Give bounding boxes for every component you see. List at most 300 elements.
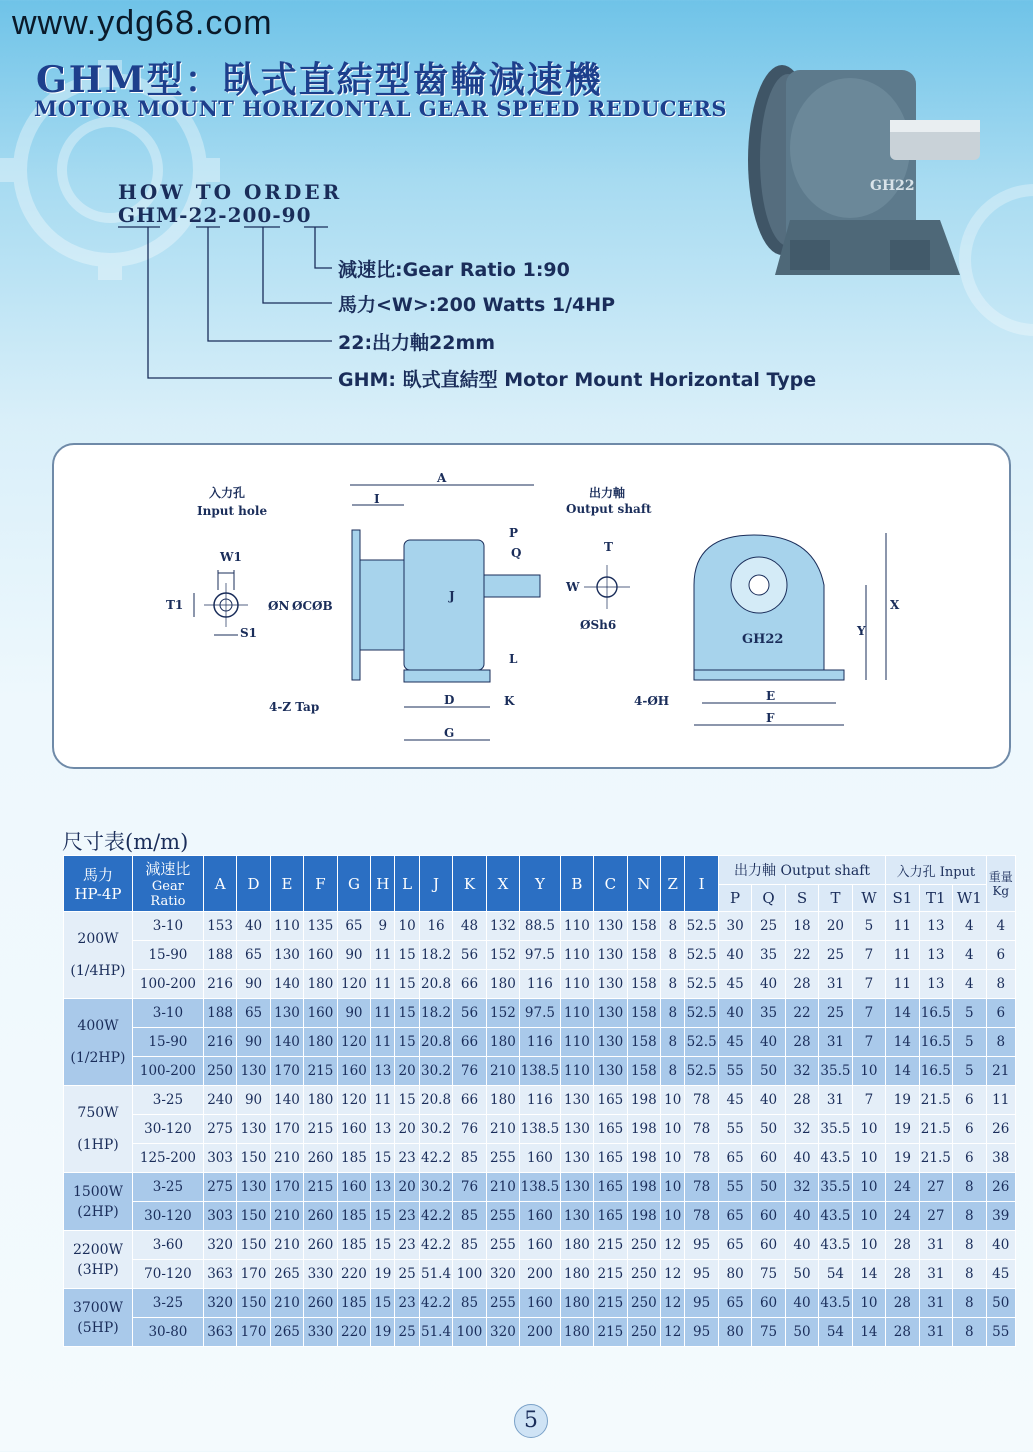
- value-cell: 76: [453, 1173, 486, 1202]
- value-cell: 180: [304, 970, 337, 999]
- table-row: [64, 1144, 1016, 1173]
- table-row: [64, 1028, 1016, 1057]
- value-cell: 95: [685, 1231, 718, 1260]
- value-cell: 52.5: [685, 970, 718, 999]
- value-cell: 55: [718, 1173, 751, 1202]
- value-cell: 78: [685, 1086, 718, 1115]
- head-weight: 重量 Kg: [986, 856, 1015, 912]
- value-cell: 158: [627, 1028, 660, 1057]
- value-cell: 11: [371, 941, 395, 970]
- value-cell: 45: [718, 1086, 751, 1115]
- value-cell: 12: [661, 1318, 685, 1347]
- ratio-cell: 3-10: [132, 999, 203, 1028]
- ratio-cell: 125-200: [132, 1144, 203, 1173]
- value-cell: 170: [237, 1260, 270, 1289]
- value-cell: 8: [953, 1173, 986, 1202]
- value-cell: 130: [594, 970, 627, 999]
- value-cell: 150: [237, 1231, 270, 1260]
- value-cell: 25: [819, 999, 852, 1028]
- ratio-cell: 15-90: [132, 1028, 203, 1057]
- value-cell: 39: [986, 1202, 1015, 1231]
- value-cell: 210: [270, 1289, 303, 1318]
- value-cell: 30.2: [419, 1057, 452, 1086]
- value-cell: 60: [752, 1231, 785, 1260]
- value-cell: 15: [371, 1231, 395, 1260]
- code-sep: -: [272, 203, 282, 227]
- value-cell: 170: [270, 1115, 303, 1144]
- table-row: [64, 1086, 1016, 1115]
- input-hole-en: Input hole: [197, 504, 268, 518]
- value-cell: 5: [953, 1057, 986, 1086]
- value-cell: 165: [594, 1173, 627, 1202]
- ratio-cell: 15-90: [132, 941, 203, 970]
- value-cell: 8: [661, 912, 685, 941]
- value-cell: 7: [852, 970, 885, 999]
- value-cell: 15: [395, 941, 419, 970]
- value-cell: 255: [486, 1231, 519, 1260]
- head-out-col: S: [785, 885, 818, 912]
- value-cell: 165: [594, 1115, 627, 1144]
- value-cell: 363: [203, 1318, 236, 1347]
- value-cell: 31: [819, 970, 852, 999]
- value-cell: 165: [594, 1202, 627, 1231]
- ratio-cell: 70-120: [132, 1260, 203, 1289]
- value-cell: 135: [304, 912, 337, 941]
- code-sep: -: [218, 203, 228, 227]
- value-cell: 78: [685, 1144, 718, 1173]
- value-cell: 23: [395, 1144, 419, 1173]
- value-cell: 11: [986, 1086, 1015, 1115]
- value-cell: 215: [594, 1318, 627, 1347]
- value-cell: 60: [752, 1202, 785, 1231]
- value-cell: 54: [819, 1260, 852, 1289]
- value-cell: 90: [337, 941, 370, 970]
- head-output-group: 出力軸 Output shaft: [718, 856, 885, 885]
- value-cell: 140: [270, 970, 303, 999]
- value-cell: 240: [203, 1086, 236, 1115]
- hp-cell: 2200W (3HP): [64, 1231, 133, 1289]
- value-cell: 170: [270, 1173, 303, 1202]
- value-cell: 130: [270, 941, 303, 970]
- value-cell: 363: [203, 1260, 236, 1289]
- value-cell: 250: [627, 1318, 660, 1347]
- label-a: A: [437, 471, 447, 485]
- value-cell: 40: [752, 1028, 785, 1057]
- value-cell: 50: [752, 1057, 785, 1086]
- value-cell: 265: [270, 1318, 303, 1347]
- value-cell: 30: [718, 912, 751, 941]
- value-cell: 8: [661, 1057, 685, 1086]
- order-line-shaft: 22:出力軸22mm: [338, 332, 496, 354]
- value-cell: 21.5: [919, 1115, 952, 1144]
- value-cell: 85: [453, 1202, 486, 1231]
- value-cell: 24: [886, 1202, 919, 1231]
- value-cell: 40: [785, 1202, 818, 1231]
- value-cell: 20.8: [419, 1028, 452, 1057]
- value-cell: 65: [337, 912, 370, 941]
- head-ratio: 減速比 Gear Ratio: [132, 856, 203, 912]
- value-cell: 260: [304, 1231, 337, 1260]
- label-w: W: [566, 580, 580, 594]
- label-y: Y: [857, 624, 866, 638]
- value-cell: 198: [627, 1202, 660, 1231]
- label-model-mark: GH22: [742, 632, 784, 647]
- value-cell: 18.2: [419, 999, 452, 1028]
- value-cell: 7: [852, 1086, 885, 1115]
- value-cell: 100: [453, 1260, 486, 1289]
- value-cell: 158: [627, 1057, 660, 1086]
- value-cell: 31: [919, 1318, 952, 1347]
- code-ratio: 90: [281, 203, 312, 227]
- value-cell: 90: [237, 1086, 270, 1115]
- value-cell: 51.4: [419, 1318, 452, 1347]
- value-cell: 160: [520, 1144, 561, 1173]
- label-l: L: [509, 652, 518, 666]
- value-cell: 43.5: [819, 1231, 852, 1260]
- value-cell: 215: [304, 1173, 337, 1202]
- value-cell: 8: [986, 970, 1015, 999]
- label-p: P: [509, 526, 519, 540]
- value-cell: 20: [819, 912, 852, 941]
- value-cell: 12: [661, 1231, 685, 1260]
- value-cell: 85: [453, 1289, 486, 1318]
- head-col: Y: [520, 856, 561, 912]
- value-cell: 210: [270, 1231, 303, 1260]
- value-cell: 215: [594, 1260, 627, 1289]
- value-cell: 160: [304, 999, 337, 1028]
- value-cell: 8: [986, 1028, 1015, 1057]
- table-row: [64, 912, 1016, 941]
- value-cell: 130: [237, 1173, 270, 1202]
- output-shaft-en: Output shaft: [566, 502, 652, 516]
- value-cell: 4: [953, 941, 986, 970]
- value-cell: 25: [395, 1260, 419, 1289]
- value-cell: 116: [520, 970, 561, 999]
- value-cell: 120: [337, 970, 370, 999]
- ratio-cell: 3-25: [132, 1289, 203, 1318]
- value-cell: 19: [886, 1115, 919, 1144]
- value-cell: 180: [560, 1318, 593, 1347]
- hp-cell: 400W (1/2HP): [64, 999, 133, 1086]
- value-cell: 43.5: [819, 1202, 852, 1231]
- value-cell: 10: [852, 1115, 885, 1144]
- value-cell: 51.4: [419, 1260, 452, 1289]
- value-cell: 28: [886, 1260, 919, 1289]
- value-cell: 40: [752, 970, 785, 999]
- value-cell: 14: [886, 999, 919, 1028]
- value-cell: 11: [371, 999, 395, 1028]
- head-in-col: W1: [953, 885, 986, 912]
- value-cell: 185: [337, 1231, 370, 1260]
- order-line-watts: 馬力<W>:200 Watts 1/4HP: [338, 294, 616, 316]
- value-cell: 28: [785, 970, 818, 999]
- value-cell: 185: [337, 1202, 370, 1231]
- diagram-drawing: [54, 445, 1009, 767]
- value-cell: 110: [560, 1057, 593, 1086]
- value-cell: 10: [852, 1202, 885, 1231]
- value-cell: 200: [520, 1260, 561, 1289]
- value-cell: 130: [560, 1173, 593, 1202]
- label-n: ØN: [268, 599, 290, 613]
- value-cell: 10: [852, 1231, 885, 1260]
- value-cell: 10: [661, 1086, 685, 1115]
- value-cell: 15: [395, 1028, 419, 1057]
- head-col: L: [395, 856, 419, 912]
- value-cell: 100: [453, 1318, 486, 1347]
- table-row: [64, 1231, 1016, 1260]
- value-cell: 65: [237, 999, 270, 1028]
- value-cell: 52.5: [685, 912, 718, 941]
- value-cell: 65: [718, 1144, 751, 1173]
- value-cell: 50: [986, 1289, 1015, 1318]
- value-cell: 13: [371, 1173, 395, 1202]
- value-cell: 15: [371, 1289, 395, 1318]
- value-cell: 75: [752, 1318, 785, 1347]
- head-col: N: [627, 856, 660, 912]
- value-cell: 130: [594, 941, 627, 970]
- value-cell: 8: [953, 1318, 986, 1347]
- order-line-ratio: 減速比:Gear Ratio 1:90: [338, 259, 570, 281]
- value-cell: 153: [203, 912, 236, 941]
- label-d: D: [444, 693, 455, 707]
- value-cell: 19: [371, 1318, 395, 1347]
- value-cell: 23: [395, 1202, 419, 1231]
- value-cell: 32: [785, 1115, 818, 1144]
- value-cell: 8: [661, 941, 685, 970]
- value-cell: 25: [819, 941, 852, 970]
- order-code-leader-lines: [118, 224, 358, 384]
- value-cell: 160: [304, 941, 337, 970]
- hp-cell: 1500W (2HP): [64, 1173, 133, 1231]
- value-cell: 22: [785, 999, 818, 1028]
- label-c: ØC: [292, 599, 313, 613]
- value-cell: 6: [953, 1115, 986, 1144]
- value-cell: 200: [520, 1318, 561, 1347]
- value-cell: 42.2: [419, 1144, 452, 1173]
- head-in-col: S1: [886, 885, 919, 912]
- value-cell: 275: [203, 1173, 236, 1202]
- value-cell: 40: [718, 999, 751, 1028]
- table-row: [64, 1115, 1016, 1144]
- ratio-cell: 100-200: [132, 970, 203, 999]
- table-row: [64, 941, 1016, 970]
- ratio-cell: 100-200: [132, 1057, 203, 1086]
- value-cell: 130: [237, 1057, 270, 1086]
- code-type: GHM: [118, 203, 180, 227]
- value-cell: 7: [852, 941, 885, 970]
- table-caption: 尺寸表(m/m): [62, 830, 189, 854]
- value-cell: 45: [718, 970, 751, 999]
- value-cell: 215: [594, 1289, 627, 1318]
- value-cell: 11: [886, 970, 919, 999]
- value-cell: 210: [486, 1057, 519, 1086]
- value-cell: 8: [661, 999, 685, 1028]
- value-cell: 21: [986, 1057, 1015, 1086]
- value-cell: 10: [661, 1144, 685, 1173]
- value-cell: 50: [785, 1318, 818, 1347]
- value-cell: 66: [453, 970, 486, 999]
- value-cell: 18: [785, 912, 818, 941]
- value-cell: 5: [953, 1028, 986, 1057]
- value-cell: 7: [852, 999, 885, 1028]
- value-cell: 78: [685, 1173, 718, 1202]
- value-cell: 130: [270, 999, 303, 1028]
- value-cell: 21.5: [919, 1086, 952, 1115]
- value-cell: 320: [203, 1289, 236, 1318]
- value-cell: 303: [203, 1144, 236, 1173]
- value-cell: 210: [270, 1144, 303, 1173]
- value-cell: 65: [718, 1202, 751, 1231]
- value-cell: 130: [237, 1115, 270, 1144]
- value-cell: 28: [886, 1318, 919, 1347]
- value-cell: 42.2: [419, 1231, 452, 1260]
- value-cell: 180: [304, 1028, 337, 1057]
- value-cell: 10: [661, 1173, 685, 1202]
- value-cell: 8: [953, 1202, 986, 1231]
- value-cell: 42.2: [419, 1289, 452, 1318]
- value-cell: 130: [560, 1086, 593, 1115]
- value-cell: 260: [304, 1289, 337, 1318]
- value-cell: 11: [371, 1028, 395, 1057]
- label-i: I: [374, 492, 380, 506]
- value-cell: 38: [986, 1144, 1015, 1173]
- value-cell: 55: [718, 1057, 751, 1086]
- value-cell: 55: [986, 1318, 1015, 1347]
- value-cell: 35.5: [819, 1115, 852, 1144]
- value-cell: 320: [486, 1260, 519, 1289]
- value-cell: 52.5: [685, 1028, 718, 1057]
- value-cell: 20: [395, 1115, 419, 1144]
- value-cell: 120: [337, 1086, 370, 1115]
- value-cell: 215: [304, 1057, 337, 1086]
- input-hole-cn: 入力孔: [209, 486, 246, 500]
- value-cell: 158: [627, 912, 660, 941]
- value-cell: 170: [237, 1318, 270, 1347]
- value-cell: 130: [594, 912, 627, 941]
- value-cell: 21.5: [919, 1144, 952, 1173]
- value-cell: 250: [627, 1289, 660, 1318]
- head-col: C: [594, 856, 627, 912]
- table-row: [64, 1260, 1016, 1289]
- value-cell: 13: [371, 1115, 395, 1144]
- head-in-col: T1: [919, 885, 952, 912]
- value-cell: 27: [919, 1202, 952, 1231]
- head-out-col: P: [718, 885, 751, 912]
- value-cell: 255: [486, 1144, 519, 1173]
- value-cell: 210: [486, 1115, 519, 1144]
- value-cell: 12: [661, 1289, 685, 1318]
- value-cell: 19: [886, 1144, 919, 1173]
- head-col: I: [685, 856, 718, 912]
- value-cell: 110: [270, 912, 303, 941]
- value-cell: 31: [919, 1289, 952, 1318]
- value-cell: 275: [203, 1115, 236, 1144]
- value-cell: 158: [627, 941, 660, 970]
- value-cell: 52.5: [685, 999, 718, 1028]
- value-cell: 20: [395, 1057, 419, 1086]
- head-col: F: [304, 856, 337, 912]
- value-cell: 42.2: [419, 1202, 452, 1231]
- value-cell: 130: [594, 999, 627, 1028]
- dimension-table: [63, 855, 1016, 1347]
- value-cell: 26: [986, 1115, 1015, 1144]
- value-cell: 188: [203, 999, 236, 1028]
- value-cell: 130: [560, 1144, 593, 1173]
- value-cell: 255: [486, 1289, 519, 1318]
- value-cell: 31: [819, 1086, 852, 1115]
- value-cell: 150: [237, 1289, 270, 1318]
- value-cell: 52.5: [685, 941, 718, 970]
- head-out-col: W: [852, 885, 885, 912]
- value-cell: 45: [718, 1028, 751, 1057]
- value-cell: 43.5: [819, 1289, 852, 1318]
- value-cell: 32: [785, 1173, 818, 1202]
- value-cell: 28: [886, 1231, 919, 1260]
- value-cell: 11: [886, 912, 919, 941]
- value-cell: 9: [371, 912, 395, 941]
- value-cell: 210: [486, 1173, 519, 1202]
- head-col: B: [560, 856, 593, 912]
- label-x: X: [890, 598, 900, 612]
- value-cell: 5: [953, 999, 986, 1028]
- value-cell: 150: [237, 1202, 270, 1231]
- value-cell: 180: [560, 1231, 593, 1260]
- value-cell: 158: [627, 970, 660, 999]
- head-col: K: [453, 856, 486, 912]
- value-cell: 78: [685, 1115, 718, 1144]
- value-cell: 90: [237, 970, 270, 999]
- value-cell: 55: [718, 1115, 751, 1144]
- value-cell: 35: [752, 999, 785, 1028]
- value-cell: 66: [453, 1086, 486, 1115]
- value-cell: 185: [337, 1289, 370, 1318]
- value-cell: 110: [560, 970, 593, 999]
- value-cell: 20.8: [419, 970, 452, 999]
- value-cell: 4: [986, 912, 1015, 941]
- value-cell: 75: [752, 1260, 785, 1289]
- head-col: J: [419, 856, 452, 912]
- value-cell: 8: [953, 1231, 986, 1260]
- value-cell: 110: [560, 999, 593, 1028]
- value-cell: 10: [852, 1289, 885, 1318]
- value-cell: 14: [886, 1057, 919, 1086]
- value-cell: 198: [627, 1115, 660, 1144]
- value-cell: 31: [819, 1028, 852, 1057]
- label-s1: S1: [240, 626, 258, 640]
- value-cell: 80: [718, 1260, 751, 1289]
- head-col: Z: [661, 856, 685, 912]
- label-g: G: [444, 726, 455, 740]
- value-cell: 158: [627, 999, 660, 1028]
- value-cell: 8: [661, 970, 685, 999]
- value-cell: 170: [270, 1057, 303, 1086]
- value-cell: 5: [852, 912, 885, 941]
- value-cell: 198: [627, 1144, 660, 1173]
- value-cell: 180: [486, 970, 519, 999]
- value-cell: 40: [785, 1289, 818, 1318]
- table-row: [64, 1173, 1016, 1202]
- value-cell: 220: [337, 1318, 370, 1347]
- value-cell: 65: [237, 941, 270, 970]
- page-subtitle: MOTOR MOUNT HORIZONTAL GEAR SPEED REDUCERS: [34, 96, 728, 121]
- value-cell: 56: [453, 941, 486, 970]
- label-tap: 4-Z Tap: [269, 700, 320, 714]
- value-cell: 50: [785, 1260, 818, 1289]
- head-out-col: T: [819, 885, 852, 912]
- table-row: [64, 970, 1016, 999]
- value-cell: 110: [560, 941, 593, 970]
- value-cell: 31: [919, 1231, 952, 1260]
